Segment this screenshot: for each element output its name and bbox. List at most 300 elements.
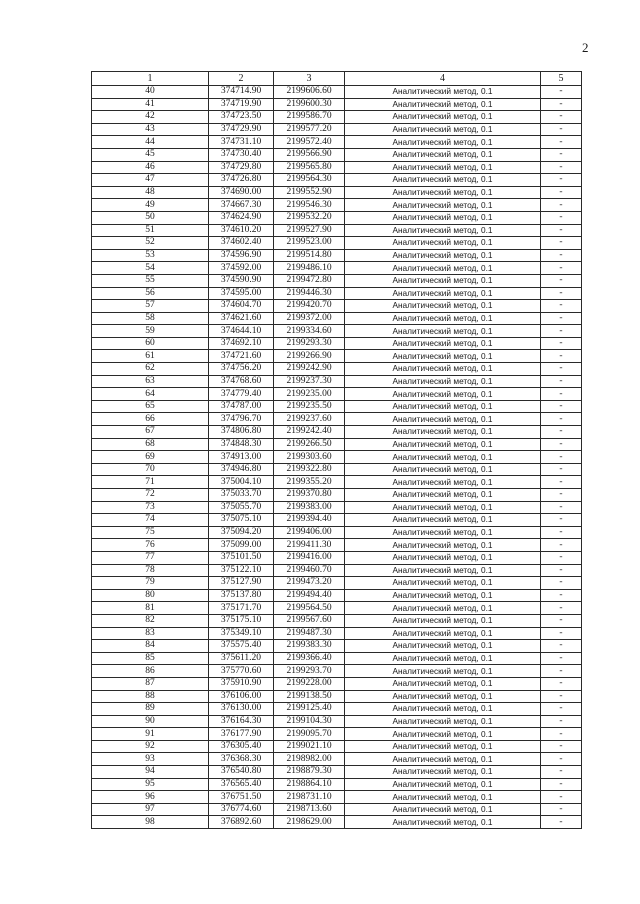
x-coordinate-cell: 374721.60 [209,350,274,363]
table-row [92,350,582,363]
note-cell: - [541,602,582,615]
table-row [92,791,582,804]
x-coordinate-cell: 376305.40 [209,740,274,753]
y-coordinate-cell: 2199242.40 [274,426,345,439]
note-cell: - [541,237,582,250]
point-number-cell: 40 [92,86,209,99]
note-cell: - [541,740,582,753]
table-row [92,325,582,338]
point-number-cell: 53 [92,249,209,262]
x-coordinate-cell: 374592.00 [209,262,274,275]
table-row [92,211,582,224]
point-number-cell: 76 [92,539,209,552]
y-coordinate-cell: 2199355.20 [274,476,345,489]
method-cell: Аналитический метод, 0.1 [345,640,541,653]
note-cell: - [541,136,582,149]
x-coordinate-cell: 374644.10 [209,325,274,338]
note-cell: - [541,375,582,388]
table-row [92,816,582,829]
table-row [92,514,582,527]
y-coordinate-cell: 2199303.60 [274,451,345,464]
method-cell: Аналитический метод, 0.1 [345,388,541,401]
table-row [92,426,582,439]
method-cell: Аналитический метод, 0.1 [345,211,541,224]
x-coordinate-cell: 375770.60 [209,665,274,678]
x-coordinate-cell: 376177.90 [209,728,274,741]
note-cell: - [541,476,582,489]
note-cell: - [541,690,582,703]
note-cell: - [541,186,582,199]
table-row [92,589,582,602]
y-coordinate-cell: 2199420.70 [274,300,345,313]
note-cell: - [541,249,582,262]
table-row [92,640,582,653]
y-coordinate-cell: 2199586.70 [274,111,345,124]
x-coordinate-cell: 375033.70 [209,489,274,502]
table-body [92,86,582,829]
note-cell: - [541,337,582,350]
table-row [92,312,582,325]
note-cell: - [541,526,582,539]
method-cell: Аналитический метод, 0.1 [345,463,541,476]
table-row [92,287,582,300]
x-coordinate-cell: 374692.10 [209,337,274,350]
x-coordinate-cell: 375171.70 [209,602,274,615]
y-coordinate-cell: 2199293.70 [274,665,345,678]
x-coordinate-cell: 376164.30 [209,715,274,728]
table-row [92,86,582,99]
point-number-cell: 66 [92,413,209,426]
note-cell: - [541,778,582,791]
y-coordinate-cell: 2199237.30 [274,375,345,388]
method-cell: Аналитический метод, 0.1 [345,325,541,338]
method-cell: Аналитический метод, 0.1 [345,199,541,212]
note-cell: - [541,463,582,476]
method-cell: Аналитический метод, 0.1 [345,816,541,829]
x-coordinate-cell: 374946.80 [209,463,274,476]
table-row [92,715,582,728]
method-cell: Аналитический метод, 0.1 [345,413,541,426]
x-coordinate-cell: 374729.80 [209,161,274,174]
method-cell: Аналитический метод, 0.1 [345,174,541,187]
x-coordinate-cell: 376751.50 [209,791,274,804]
note-cell: - [541,489,582,502]
y-coordinate-cell: 2199235.50 [274,400,345,413]
point-number-cell: 86 [92,665,209,678]
x-coordinate-cell: 375101.50 [209,551,274,564]
y-coordinate-cell: 2199567.60 [274,614,345,627]
x-coordinate-cell: 374723.50 [209,111,274,124]
x-coordinate-cell: 374624.90 [209,211,274,224]
table-row [92,249,582,262]
table-row [92,652,582,665]
note-cell: - [541,312,582,325]
method-cell: Аналитический метод, 0.1 [345,589,541,602]
y-coordinate-cell: 2199235.00 [274,388,345,401]
x-coordinate-cell: 374796.70 [209,413,274,426]
point-number-cell: 46 [92,161,209,174]
table-row [92,728,582,741]
method-cell: Аналитический метод, 0.1 [345,791,541,804]
table-row [92,224,582,237]
table-row [92,489,582,502]
point-number-cell: 85 [92,652,209,665]
y-coordinate-cell: 2199383.00 [274,501,345,514]
note-cell: - [541,652,582,665]
x-coordinate-cell: 375910.90 [209,677,274,690]
column-header: 3 [274,72,345,86]
note-cell: - [541,111,582,124]
table-row [92,274,582,287]
table-row [92,753,582,766]
table-row [92,740,582,753]
x-coordinate-cell: 376565.40 [209,778,274,791]
method-cell: Аналитический метод, 0.1 [345,539,541,552]
note-cell: - [541,640,582,653]
method-cell: Аналитический метод, 0.1 [345,98,541,111]
y-coordinate-cell: 2199472.80 [274,274,345,287]
y-coordinate-cell: 2199104.30 [274,715,345,728]
point-number-cell: 96 [92,791,209,804]
method-cell: Аналитический метод, 0.1 [345,111,541,124]
note-cell: - [541,199,582,212]
method-cell: Аналитический метод, 0.1 [345,551,541,564]
table-row [92,803,582,816]
table-row [92,123,582,136]
note-cell: - [541,589,582,602]
table-row [92,703,582,716]
table-row [92,388,582,401]
y-coordinate-cell: 2199416.00 [274,551,345,564]
method-cell: Аналитический метод, 0.1 [345,489,541,502]
method-cell: Аналитический метод, 0.1 [345,274,541,287]
x-coordinate-cell: 374596.90 [209,249,274,262]
point-number-cell: 93 [92,753,209,766]
method-cell: Аналитический метод, 0.1 [345,136,541,149]
point-number-cell: 51 [92,224,209,237]
note-cell: - [541,728,582,741]
method-cell: Аналитический метод, 0.1 [345,577,541,590]
point-number-cell: 68 [92,438,209,451]
point-number-cell: 47 [92,174,209,187]
point-number-cell: 64 [92,388,209,401]
y-coordinate-cell: 2199242.90 [274,363,345,376]
x-coordinate-cell: 376892.60 [209,816,274,829]
method-cell: Аналитический метод, 0.1 [345,627,541,640]
x-coordinate-cell: 374719.90 [209,98,274,111]
method-cell: Аналитический метод, 0.1 [345,677,541,690]
y-coordinate-cell: 2199523.00 [274,237,345,250]
note-cell: - [541,287,582,300]
note-cell: - [541,388,582,401]
table-row [92,778,582,791]
method-cell: Аналитический метод, 0.1 [345,728,541,741]
point-number-cell: 81 [92,602,209,615]
point-number-cell: 89 [92,703,209,716]
note-cell: - [541,123,582,136]
method-cell: Аналитический метод, 0.1 [345,514,541,527]
y-coordinate-cell: 2199527.90 [274,224,345,237]
point-number-cell: 50 [92,211,209,224]
y-coordinate-cell: 2199600.30 [274,98,345,111]
point-number-cell: 49 [92,199,209,212]
table-row [92,337,582,350]
table-row [92,577,582,590]
x-coordinate-cell: 376106.00 [209,690,274,703]
table-row [92,98,582,111]
method-cell: Аналитический метод, 0.1 [345,262,541,275]
point-number-cell: 82 [92,614,209,627]
method-cell: Аналитический метод, 0.1 [345,451,541,464]
method-cell: Аналитический метод, 0.1 [345,803,541,816]
note-cell: - [541,363,582,376]
x-coordinate-cell: 376130.00 [209,703,274,716]
y-coordinate-cell: 2198864.10 [274,778,345,791]
y-coordinate-cell: 2199566.90 [274,148,345,161]
method-cell: Аналитический метод, 0.1 [345,564,541,577]
table-row [92,551,582,564]
method-cell: Аналитический метод, 0.1 [345,526,541,539]
table-row [92,148,582,161]
table-row [92,690,582,703]
y-coordinate-cell: 2199546.30 [274,199,345,212]
table-row [92,136,582,149]
method-cell: Аналитический метод, 0.1 [345,665,541,678]
point-number-cell: 48 [92,186,209,199]
point-number-cell: 43 [92,123,209,136]
y-coordinate-cell: 2199138.50 [274,690,345,703]
y-coordinate-cell: 2199125.40 [274,703,345,716]
point-number-cell: 60 [92,337,209,350]
note-cell: - [541,438,582,451]
method-cell: Аналитический метод, 0.1 [345,86,541,99]
table-row [92,665,582,678]
method-cell: Аналитический метод, 0.1 [345,287,541,300]
note-cell: - [541,766,582,779]
y-coordinate-cell: 2199021.10 [274,740,345,753]
point-number-cell: 72 [92,489,209,502]
method-cell: Аналитический метод, 0.1 [345,363,541,376]
point-number-cell: 65 [92,400,209,413]
table-row [92,300,582,313]
x-coordinate-cell: 375122.10 [209,564,274,577]
y-coordinate-cell: 2199266.90 [274,350,345,363]
note-cell: - [541,614,582,627]
x-coordinate-cell: 374731.10 [209,136,274,149]
method-cell: Аналитический метод, 0.1 [345,614,541,627]
note-cell: - [541,224,582,237]
coordinates-table [91,71,582,829]
x-coordinate-cell: 374714.90 [209,86,274,99]
note-cell: - [541,174,582,187]
method-cell: Аналитический метод, 0.1 [345,148,541,161]
note-cell: - [541,564,582,577]
method-cell: Аналитический метод, 0.1 [345,703,541,716]
note-cell: - [541,551,582,564]
x-coordinate-cell: 375127.90 [209,577,274,590]
x-coordinate-cell: 376368.30 [209,753,274,766]
x-coordinate-cell: 375611.20 [209,652,274,665]
table-row [92,476,582,489]
note-cell: - [541,703,582,716]
x-coordinate-cell: 374602.40 [209,237,274,250]
note-cell: - [541,400,582,413]
note-cell: - [541,262,582,275]
method-cell: Аналитический метод, 0.1 [345,337,541,350]
method-cell: Аналитический метод, 0.1 [345,766,541,779]
y-coordinate-cell: 2199293.30 [274,337,345,350]
point-number-cell: 87 [92,677,209,690]
note-cell: - [541,350,582,363]
table-row [92,400,582,413]
point-number-cell: 67 [92,426,209,439]
point-number-cell: 56 [92,287,209,300]
table-row [92,375,582,388]
method-cell: Аналитический метод, 0.1 [345,161,541,174]
point-number-cell: 75 [92,526,209,539]
method-cell: Аналитический метод, 0.1 [345,237,541,250]
x-coordinate-cell: 375575.40 [209,640,274,653]
note-cell: - [541,627,582,640]
note-cell: - [541,426,582,439]
point-number-cell: 59 [92,325,209,338]
note-cell: - [541,665,582,678]
note-cell: - [541,539,582,552]
x-coordinate-cell: 374590.90 [209,274,274,287]
y-coordinate-cell: 2198982.00 [274,753,345,766]
x-coordinate-cell: 374768.60 [209,375,274,388]
note-cell: - [541,86,582,99]
note-cell: - [541,211,582,224]
x-coordinate-cell: 375137.80 [209,589,274,602]
x-coordinate-cell: 375094.20 [209,526,274,539]
y-coordinate-cell: 2199514.80 [274,249,345,262]
method-cell: Аналитический метод, 0.1 [345,249,541,262]
note-cell: - [541,715,582,728]
table-row [92,438,582,451]
method-cell: Аналитический метод, 0.1 [345,778,541,791]
point-number-cell: 88 [92,690,209,703]
note-cell: - [541,501,582,514]
point-number-cell: 90 [92,715,209,728]
table-row [92,237,582,250]
point-number-cell: 42 [92,111,209,124]
x-coordinate-cell: 375099.00 [209,539,274,552]
y-coordinate-cell: 2199322.80 [274,463,345,476]
y-coordinate-cell: 2199334.60 [274,325,345,338]
y-coordinate-cell: 2199460.70 [274,564,345,577]
point-number-cell: 63 [92,375,209,388]
x-coordinate-cell: 374787.00 [209,400,274,413]
table-row [92,111,582,124]
table-row [92,463,582,476]
point-number-cell: 62 [92,363,209,376]
method-cell: Аналитический метод, 0.1 [345,690,541,703]
table-row [92,564,582,577]
point-number-cell: 52 [92,237,209,250]
note-cell: - [541,148,582,161]
point-number-cell: 78 [92,564,209,577]
y-coordinate-cell: 2199237.60 [274,413,345,426]
y-coordinate-cell: 2199487.30 [274,627,345,640]
x-coordinate-cell: 374595.00 [209,287,274,300]
note-cell: - [541,161,582,174]
y-coordinate-cell: 2198713.60 [274,803,345,816]
note-cell: - [541,753,582,766]
column-header: 5 [541,72,582,86]
x-coordinate-cell: 374621.60 [209,312,274,325]
table-header-row [92,72,582,86]
method-cell: Аналитический метод, 0.1 [345,186,541,199]
y-coordinate-cell: 2199228.00 [274,677,345,690]
y-coordinate-cell: 2199577.20 [274,123,345,136]
page-number: 2 [582,40,589,55]
method-cell: Аналитический метод, 0.1 [345,602,541,615]
point-number-cell: 54 [92,262,209,275]
point-number-cell: 70 [92,463,209,476]
method-cell: Аналитический метод, 0.1 [345,426,541,439]
table-row [92,501,582,514]
point-number-cell: 61 [92,350,209,363]
point-number-cell: 97 [92,803,209,816]
y-coordinate-cell: 2199266.50 [274,438,345,451]
note-cell: - [541,325,582,338]
method-cell: Аналитический метод, 0.1 [345,123,541,136]
method-cell: Аналитический метод, 0.1 [345,300,541,313]
x-coordinate-cell: 375055.70 [209,501,274,514]
column-header: 4 [345,72,541,86]
y-coordinate-cell: 2199394.40 [274,514,345,527]
x-coordinate-cell: 374667.30 [209,199,274,212]
point-number-cell: 84 [92,640,209,653]
note-cell: - [541,577,582,590]
point-number-cell: 69 [92,451,209,464]
y-coordinate-cell: 2199370.80 [274,489,345,502]
y-coordinate-cell: 2199372.00 [274,312,345,325]
y-coordinate-cell: 2199473.20 [274,577,345,590]
point-number-cell: 45 [92,148,209,161]
y-coordinate-cell: 2199565.80 [274,161,345,174]
point-number-cell: 73 [92,501,209,514]
x-coordinate-cell: 376540.80 [209,766,274,779]
column-header: 1 [92,72,209,86]
table-row [92,186,582,199]
x-coordinate-cell: 374806.80 [209,426,274,439]
table-row [92,614,582,627]
method-cell: Аналитический метод, 0.1 [345,715,541,728]
note-cell: - [541,803,582,816]
x-coordinate-cell: 374690.00 [209,186,274,199]
table-row [92,539,582,552]
y-coordinate-cell: 2199446.30 [274,287,345,300]
x-coordinate-cell: 375349.10 [209,627,274,640]
y-coordinate-cell: 2199532.20 [274,211,345,224]
x-coordinate-cell: 374756.20 [209,363,274,376]
x-coordinate-cell: 374730.40 [209,148,274,161]
point-number-cell: 79 [92,577,209,590]
point-number-cell: 58 [92,312,209,325]
x-coordinate-cell: 374604.70 [209,300,274,313]
x-coordinate-cell: 375004.10 [209,476,274,489]
y-coordinate-cell: 2199383.30 [274,640,345,653]
point-number-cell: 83 [92,627,209,640]
table-row [92,526,582,539]
method-cell: Аналитический метод, 0.1 [345,375,541,388]
method-cell: Аналитический метод, 0.1 [345,476,541,489]
point-number-cell: 91 [92,728,209,741]
table-row [92,262,582,275]
x-coordinate-cell: 374610.20 [209,224,274,237]
